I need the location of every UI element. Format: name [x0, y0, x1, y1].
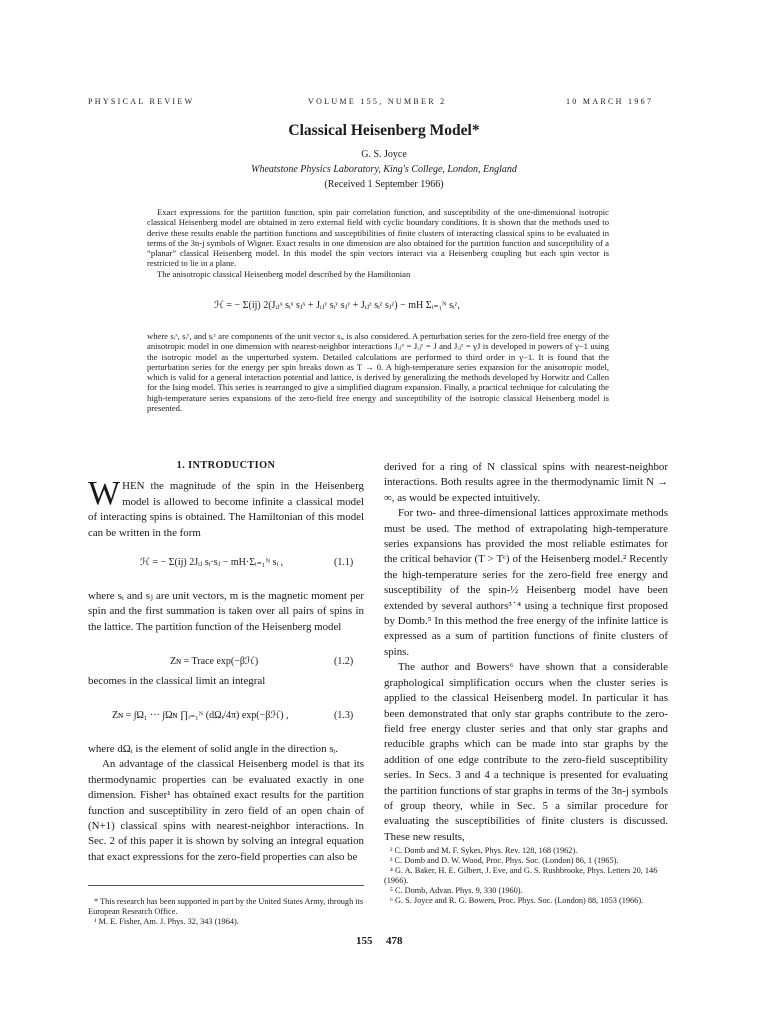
paper-title: Classical Heisenberg Model*	[288, 122, 480, 139]
abstract-paragraph: Exact expressions for the partition function, spin pair correlation function, and susceptibility of the one-dimensional isotropic classical Heisenberg model are obtained in zero external field with cyclic boundary conditions. It is shown that the methods used to derive these results enable the partition functions and susceptibilities of finite clusters of interacting classical spins to be evaluated in terms of the 3n-j symbols of Wigner. Exact results in one dimension are also obtained for the partition function and susceptibility of a “planar” classical Heisenberg model. In this model the spin vectors interact via a Heisenberg coupling but each spin vector is restricted to lie in a plane.	[147, 207, 609, 269]
abstract-paragraph: where sᵢˣ, sᵢʸ, and sᵢᶻ are components of the unit vector sᵢ, is also considered. A perturbation series for the zero-field free energy of the anisotropic model in one dimension with nearest-neighbor interactions Jᵢⱼˣ = Jᵢⱼʸ = J and Jᵢⱼᶻ = γJ is developed in powers of γ−1 using the isotropic model as the unperturbed system. Detailed calculations are performed to third order in γ−1. It is found that the perturbation series for the energy per spin breaks down as T → 0. A high-temperature series expansion for the anisotropic model, which is valid for a general interaction potential and lattice, is derived by generalizing the methods developed by Horwitz and Callen for the Ising model. This series is rearranged to give a simplified diagram expansion. Finally, a practical technique for calculating the high-temperature series expansions of the zero-field free energy and susceptibility of the isotropic classical Heisenberg model is presented.	[147, 331, 609, 414]
abstract-paragraph: The anisotropic classical Heisenberg model described by the Hamiltonian	[157, 268, 411, 279]
volume-number: VOLUME 155, NUMBER 2	[308, 97, 447, 106]
body-paragraph: For two- and three-dimensional lattices approximate methods must be used. The method of extrapolating high-temperature series expansions has provided the most reliable estimates for the critical behavior (T > Tᶜ) of the Heisenberg model.² Recently the high-temperature series for the zero-field free energy and susceptibility of the spin-½ Heisenberg model have been extended by several authors³˙⁴ using a technique first proposed by Domb.⁵ In this method the free energy of the infinite lattice is expressed as a sum of partition functions of finite clusters of spins.	[384, 507, 668, 658]
body-paragraph: becomes in the classical limit an integral	[88, 675, 266, 687]
footnote: * This research has been supported in part by the United States Army, through its European Research Office.	[88, 897, 364, 916]
abstract-bottom	[147, 331, 609, 413]
left-column-text-2	[88, 589, 364, 635]
dropcap-letter: W	[88, 475, 121, 513]
body-paragraph: where sᵢ and sⱼ are unit vectors, m is the magnetic moment per spin and the first summation is taken over all pairs of spins in the lattice. The partition function of the Heisenberg model	[88, 590, 364, 633]
issue-date: 10 MARCH 1967	[566, 97, 654, 106]
footnote: ⁴ G. A. Baker, H. E. Gilbert, J. Eve, and G. S. Rushbrooke, Phys. Letters 20, 146 (1966).	[384, 866, 658, 885]
author-name: G. S. Joyce	[361, 149, 407, 160]
left-column-text-1	[88, 458, 364, 541]
body-paragraph: The author and Bowers⁶ have shown that a considerable graphological simplification occurs when the cluster series is applied to the classical Heisenberg model. In particular it has been demonstrated that only star graphs contribute to the zero-field free energy cluster series and that only star graphs and reducible graphs which can be made into star graphs by the addition of one edge contribute to the zero-field susceptibility series. In Secs. 3 and 4 a technique is presented for evaluating the partition functions of star graphs in terms of the 3n-j symbols of group theory, while in Sec. 5 a similar procedure for evaluating the susceptibilities of finite clusters is discussed. These new results,	[384, 661, 668, 843]
body-paragraph: where dΩᵢ is the element of solid angle in the direction sᵢ.	[88, 743, 338, 755]
equation-1-2: Zɴ = Trace exp(−βℋ)	[170, 656, 259, 667]
abstract-top	[147, 207, 609, 279]
journal-name: PHYSICAL REVIEW	[88, 97, 195, 106]
left-footnotes	[88, 897, 364, 927]
equation-number: (1.3)	[334, 710, 354, 721]
right-footnotes	[384, 846, 668, 906]
footnote-rule	[88, 885, 364, 886]
footnote: ¹ M. E. Fisher, Am. J. Phys. 32, 343 (1964).	[94, 916, 239, 926]
equation-1-3: Zɴ = ∫Ω₁ ··· ∫Ωɴ ∏ᵢ₌₁ᴺ (dΩᵢ/4π) exp(−βℋ) ,	[112, 710, 289, 721]
equation-number: (1.2)	[334, 656, 354, 667]
volume-page-number: 155	[356, 935, 373, 947]
footnote: ³ C. Domb and D. W. Wood, Proc. Phys. Soc. (London) 86, 1 (1965).	[390, 856, 619, 866]
equation-1-1: ℋ = − Σ(ij) 2Jᵢⱼ sᵢ·sⱼ − mH·Σᵢ₌₁ᴺ sᵢ ,	[140, 557, 284, 568]
footnote: ² C. Domb and M. F. Sykes, Phys. Rev. 128, 168 (1962).	[390, 846, 578, 855]
page-number: 478	[386, 935, 403, 947]
section-heading: 1. INTRODUCTION	[176, 460, 276, 471]
left-column-text-4	[88, 742, 364, 865]
right-column-text	[384, 460, 668, 845]
body-paragraph: derived for a ring of N classical spins with nearest-neighbor interactions. Both results agree in the thermodynamic limit N → ∞, as would be expected intuitively.	[384, 461, 668, 504]
footnote: ⁵ C. Domb, Advan. Phys. 9, 330 (1960).	[390, 885, 523, 895]
body-paragraph: An advantage of the classical Heisenberg model is that its thermodynamic properties can be evaluated exactly in one dimension. Fisher¹ has obtained exact results for the partition function and susceptibility in zero field of an open chain of (N+1) classical spins with nearest-neighbor interactions. In Sec. 2 of this paper it is shown by solving an integral equation that exact expressions for the zero-field properties can also be	[88, 758, 364, 863]
equation-number: (1.1)	[334, 557, 354, 568]
received-date: (Received 1 September 1966)	[324, 179, 444, 190]
hamiltonian-equation: ℋ = − Σ(ij) 2(Jᵢⱼˣ sᵢˣ sⱼˣ + Jᵢⱼʸ sᵢʸ sⱼʸ + Jᵢⱼᶻ sᵢᶻ sⱼᶻ) − mH Σᵢ₌₁ᴺ sᵢᶻ,	[214, 300, 460, 311]
footnote: ⁶ G. S. Joyce and R. G. Bowers, Proc. Phys. Soc. (London) 88, 1053 (1966).	[390, 895, 644, 905]
author-affiliation: Wheatstone Physics Laboratory, King's College, London, England	[251, 164, 517, 175]
body-paragraph: HEN the magnitude of the spin in the Heisenberg model is allowed to become infinite a classical model of interacting spins is obtained. The Hamiltonian of this model can be written in the form	[88, 480, 364, 539]
left-column-text-3	[88, 674, 364, 689]
